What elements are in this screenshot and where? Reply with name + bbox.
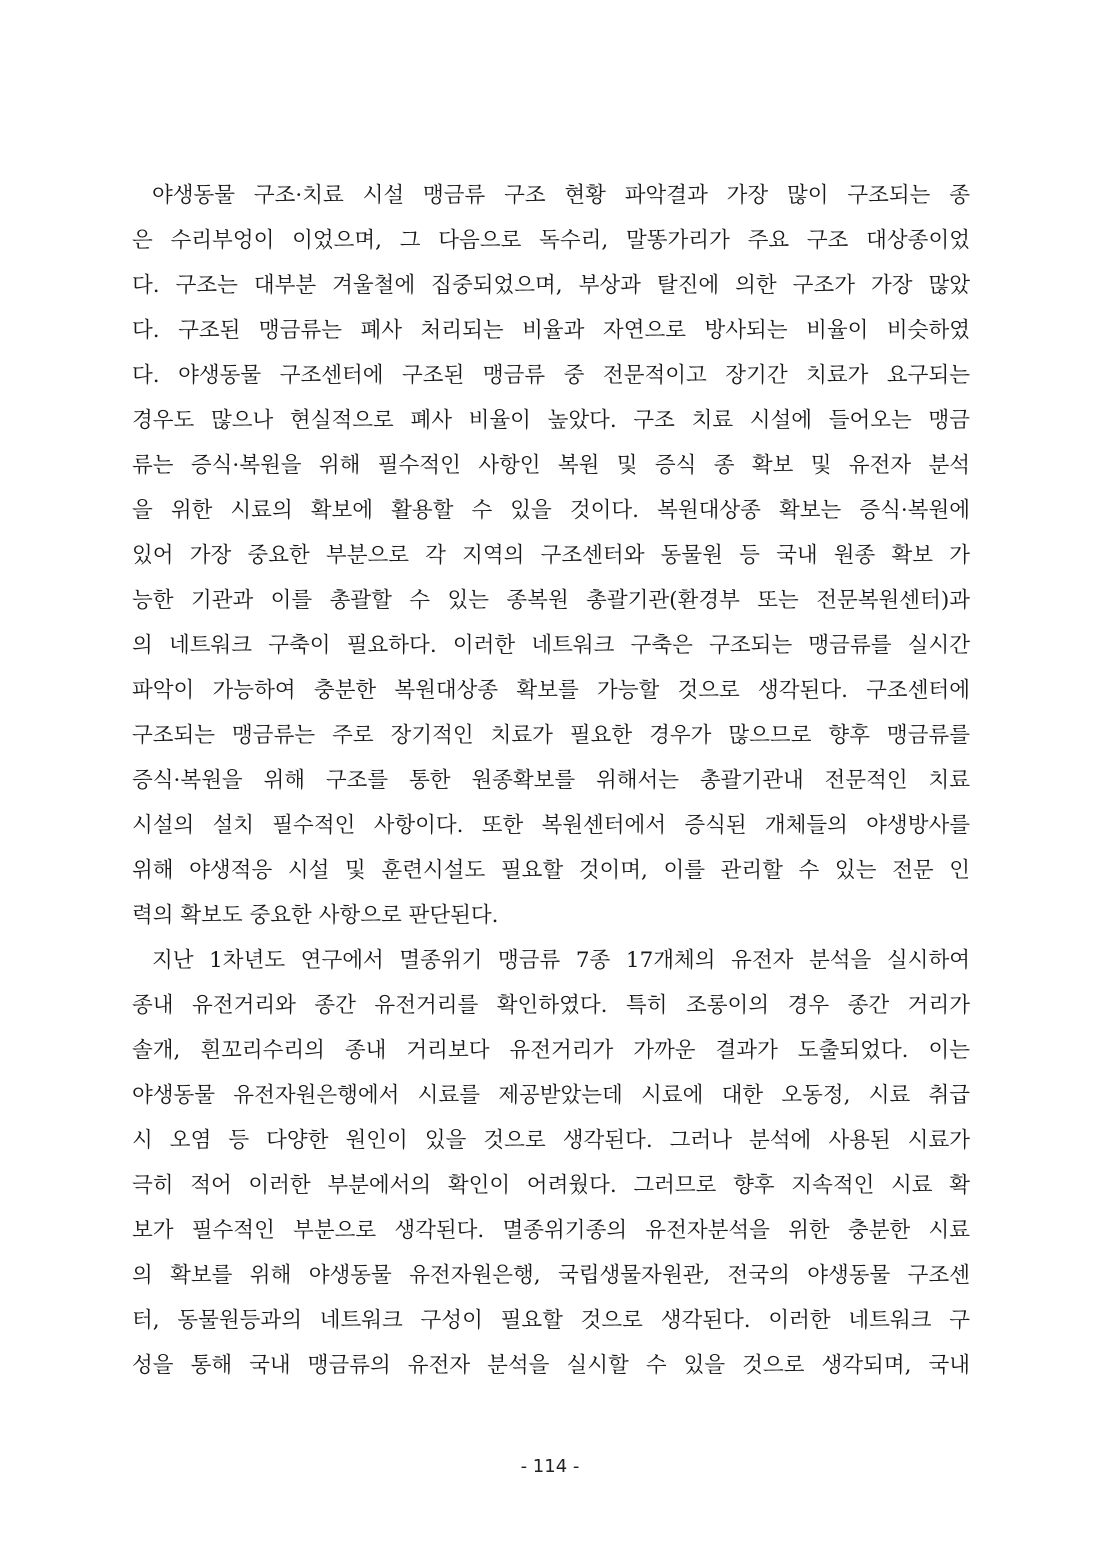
paragraph-line: 의 네트워크 구축이 필요하다. 이러한 네트워크 구축은 구조되는 맹금류를 실시간	[132, 633, 970, 658]
page-number: - 114 -	[520, 1456, 580, 1477]
paragraph-line: 력의 확보도 중요한 사항으로 판단된다.	[132, 903, 499, 928]
paragraph-line: 의 확보를 위해 야생동물 유전자원은행, 국립생물자원관, 전국의 야생동물 구조센	[132, 1263, 970, 1288]
paragraph-line: 능한 기관과 이를 총괄할 수 있는 종복원 총괄기관(환경부 또는 전문복원센터)과	[132, 588, 970, 613]
paragraph-line: 터, 동물원등과의 네트워크 구성이 필요할 것으로 생각된다. 이러한 네트워크 구	[132, 1308, 970, 1333]
paragraph-line: 경우도 많으나 현실적으로 폐사 비율이 높았다. 구조 치료 시설에 들어오는 맹금	[132, 408, 970, 433]
paragraph-line: 성을 통해 국내 맹금류의 유전자 분석을 실시할 수 있을 것으로 생각되며, 국내	[132, 1353, 970, 1378]
paragraph-line: 구조되는 맹금류는 주로 장기적인 치료가 필요한 경우가 많으므로 향후 맹금류를	[132, 723, 970, 748]
paragraph-line: 야생동물 유전자원은행에서 시료를 제공받았는데 시료에 대한 오동정, 시료 취급	[132, 1083, 970, 1108]
paragraph-line: 극히 적어 이러한 부분에서의 확인이 어려웠다. 그러므로 향후 지속적인 시료 확	[132, 1173, 970, 1198]
paragraph-line: 야생동물 구조·치료 시설 맹금류 구조 현황 파악결과 가장 많이 구조되는 종	[152, 183, 970, 208]
paragraph-line: 시설의 설치 필수적인 사항이다. 또한 복원센터에서 증식된 개체들의 야생방사를	[132, 813, 970, 838]
paragraph-line: 류는 증식·복원을 위해 필수적인 사항인 복원 및 증식 종 확보 및 유전자 분석	[132, 453, 970, 478]
paragraph-line: 다. 구조는 대부분 겨울철에 집중되었으며, 부상과 탈진에 의한 구조가 가장 많았	[132, 273, 970, 298]
paragraph-line: 시 오염 등 다양한 원인이 있을 것으로 생각된다. 그러나 분석에 사용된 시료가	[132, 1128, 970, 1153]
paragraph-line: 다. 구조된 맹금류는 폐사 처리되는 비율과 자연으로 방사되는 비율이 비슷하였	[132, 318, 970, 343]
paragraph-line: 다. 야생동물 구조센터에 구조된 맹금류 중 전문적이고 장기간 치료가 요구되는	[132, 363, 970, 388]
paragraph-line: 지난 1차년도 연구에서 멸종위기 맹금류 7종 17개체의 유전자 분석을 실시하여	[152, 948, 970, 973]
paragraph-line: 파악이 가능하여 충분한 복원대상종 확보를 가능할 것으로 생각된다. 구조센터에	[132, 678, 970, 703]
paragraph-line: 있어 가장 중요한 부분으로 각 지역의 구조센터와 동물원 등 국내 원종 확보 가	[132, 543, 970, 568]
paragraph-line: 은 수리부엉이 이었으며, 그 다음으로 독수리, 말똥가리가 주요 구조 대상종이었	[132, 228, 970, 253]
paragraph-line: 을 위한 시료의 확보에 활용할 수 있을 것이다. 복원대상종 확보는 증식·복원에	[132, 498, 970, 523]
paragraph-line: 보가 필수적인 부분으로 생각된다. 멸종위기종의 유전자분석을 위한 충분한 시료	[132, 1218, 970, 1243]
paragraph-line: 위해 야생적응 시설 및 훈련시설도 필요할 것이며, 이를 관리할 수 있는 전문 인	[132, 858, 970, 883]
paragraph-line: 솔개, 흰꼬리수리의 종내 거리보다 유전거리가 가까운 결과가 도출되었다. 이는	[132, 1038, 970, 1063]
paragraph-line: 종내 유전거리와 종간 유전거리를 확인하였다. 특히 조롱이의 경우 종간 거리가	[132, 993, 970, 1018]
paragraph-line: 증식·복원을 위해 구조를 통한 원종확보를 위해서는 총괄기관내 전문적인 치료	[132, 768, 970, 793]
